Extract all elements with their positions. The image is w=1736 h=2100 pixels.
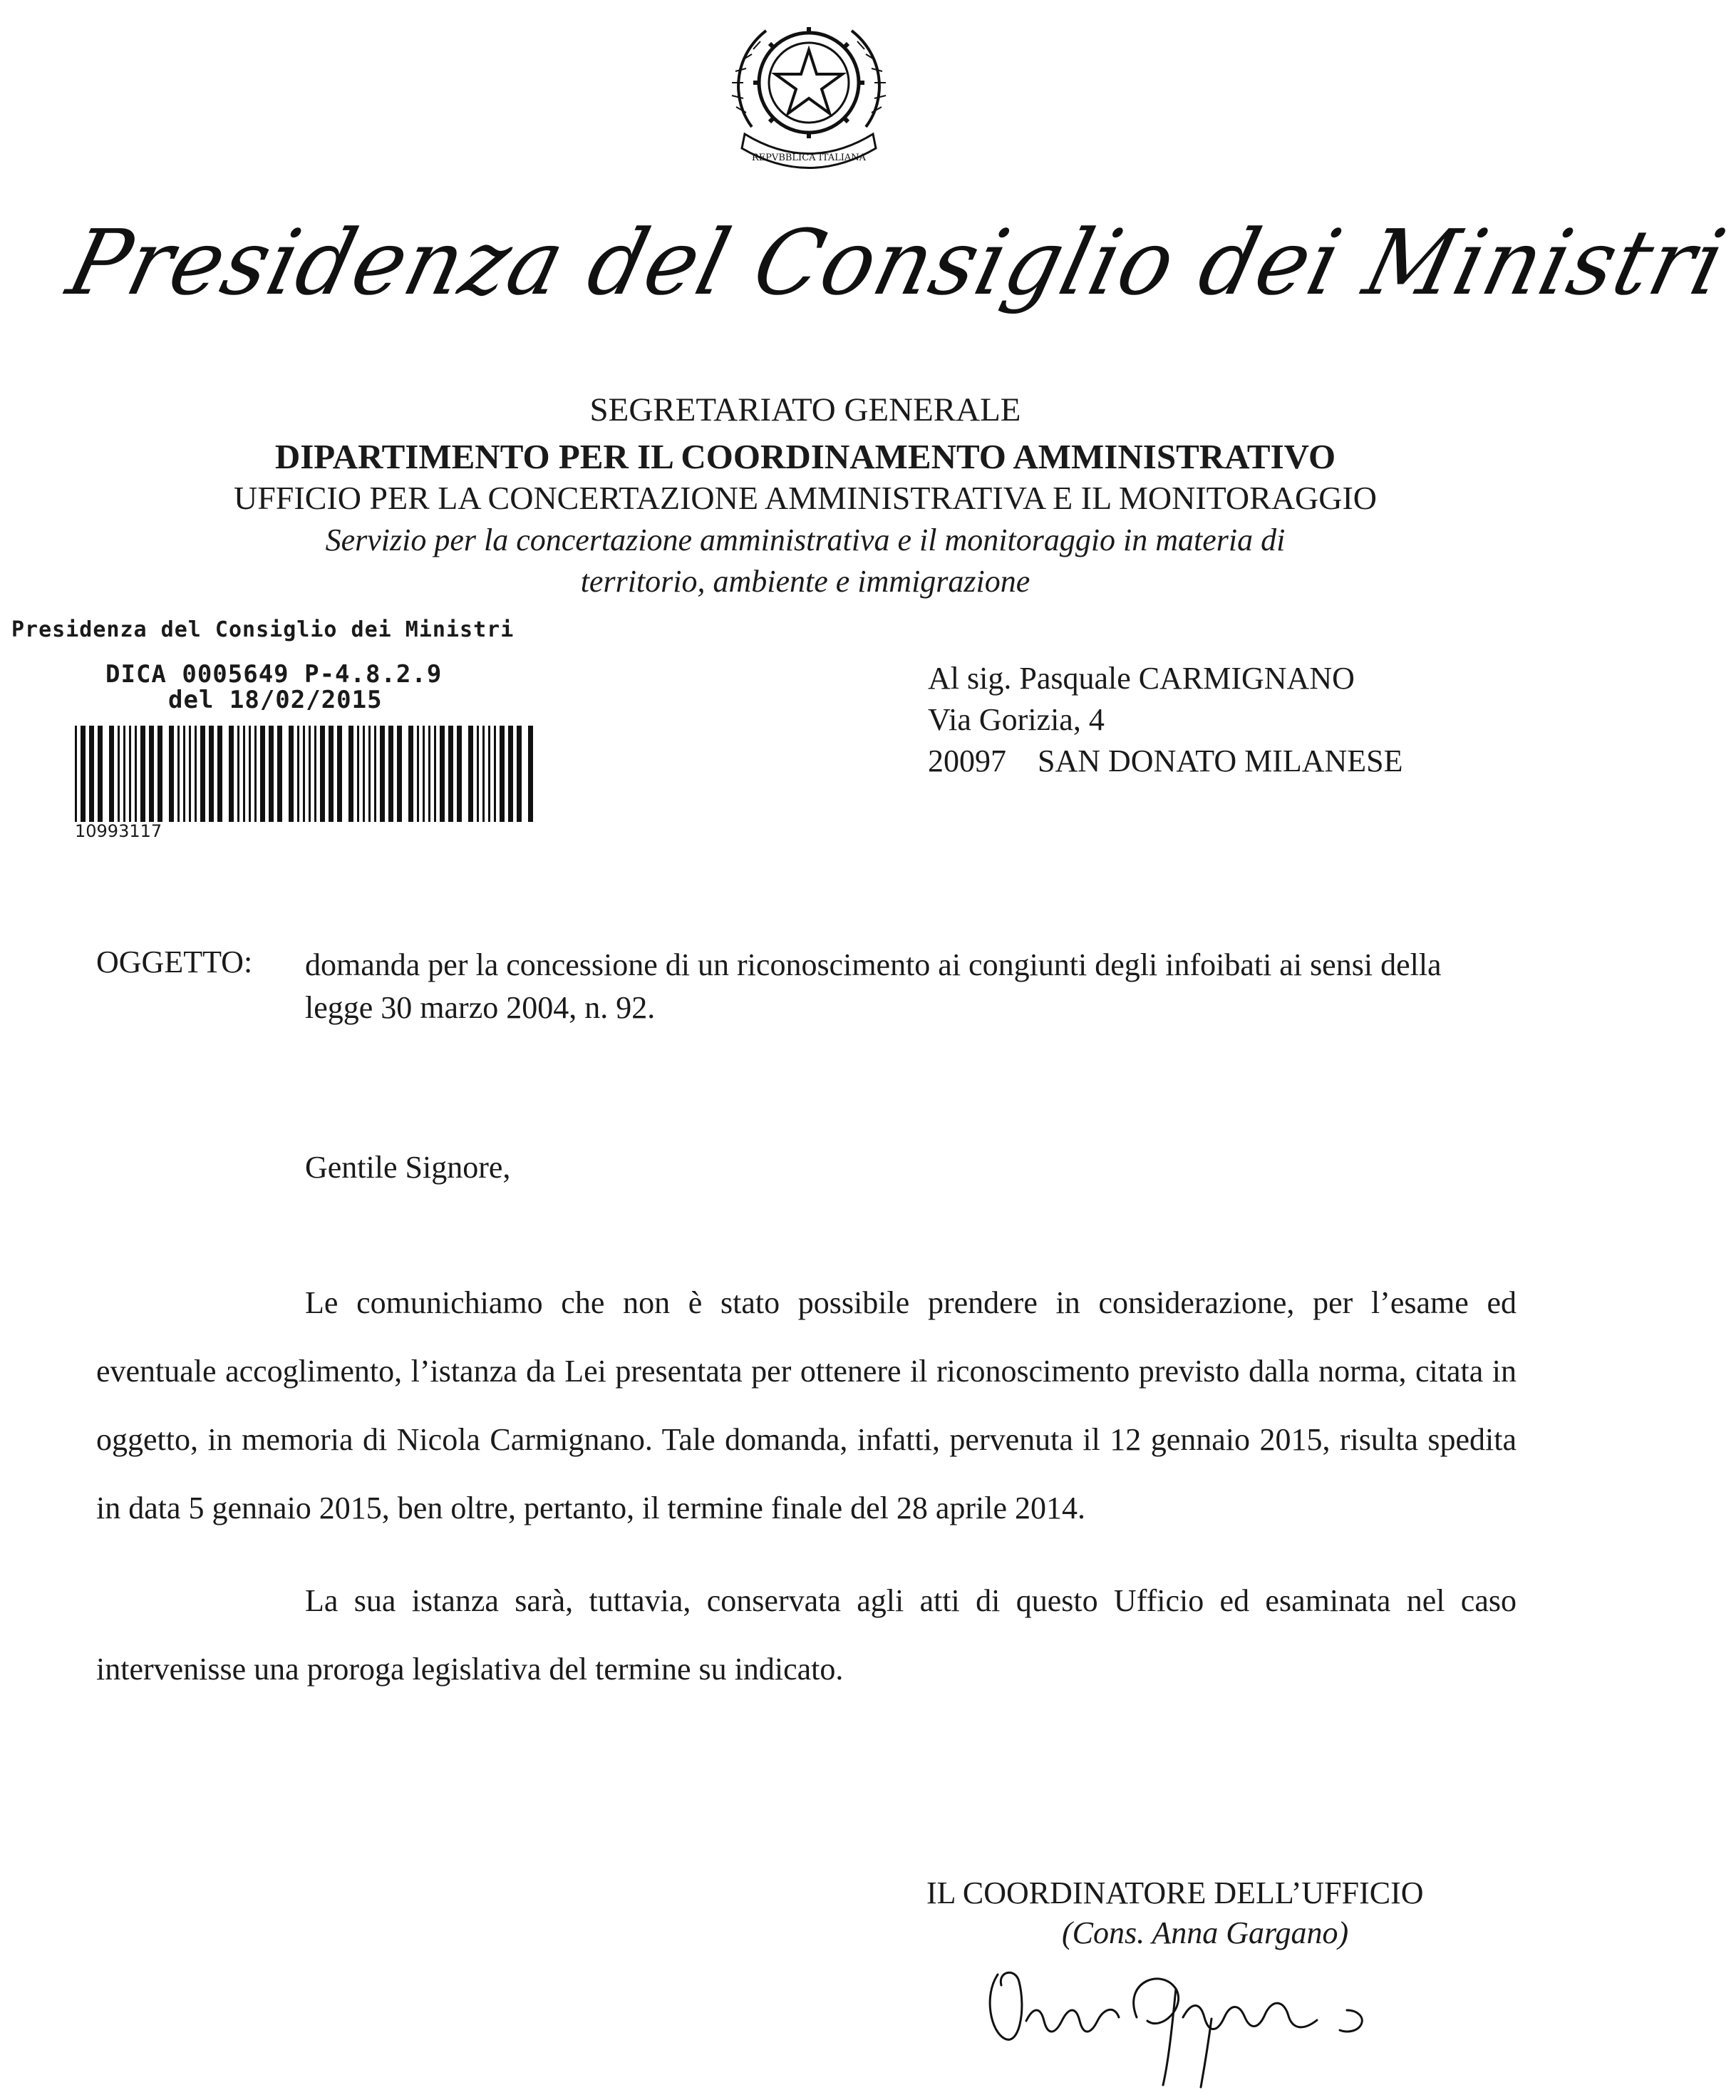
- barcode-bar: [229, 726, 234, 822]
- barcode-bar: [217, 726, 222, 822]
- barcode-bar: [169, 726, 174, 822]
- department-line: DIPARTIMENTO PER IL COORDINAMENTO AMMINISTRATIVO: [274, 437, 1336, 476]
- recipient-name: Al sig. Pasquale CARMIGNANO: [928, 661, 1355, 696]
- barcode-bar: [237, 726, 239, 822]
- signatory-title: IL COORDINATORE DELL’UFFICIO: [926, 1875, 1424, 1910]
- barcode-bar: [448, 726, 453, 822]
- recipient-street: Via Gorizia, 4: [928, 702, 1105, 737]
- barcode-bar: [129, 726, 131, 822]
- barcode-bar: [277, 726, 282, 822]
- barcode-bar: [388, 726, 393, 822]
- barcode-bar: [140, 726, 145, 822]
- service-line-2: territorio, ambiente e immigrazione: [580, 564, 1030, 599]
- barcode-bar: [109, 726, 114, 822]
- barcode-bar: [374, 726, 376, 822]
- barcode-bar: [75, 726, 77, 822]
- barcode-bar: [494, 726, 496, 822]
- barcode-bar: [434, 726, 436, 822]
- barcode-bar: [249, 726, 251, 822]
- barcode-bar: [528, 726, 533, 822]
- barcode-bar: [380, 726, 385, 822]
- signatory-name: (Cons. Anna Gargano): [1062, 1915, 1349, 1950]
- service-line-1: Servizio per la concertazione amministrativa e il monitoraggio in materia di: [325, 523, 1286, 557]
- barcode-bar: [363, 726, 365, 822]
- subject-label: OGGETTO:: [96, 945, 253, 979]
- barcode-bar: [408, 726, 413, 822]
- protocol-date: del 18/02/2015: [168, 686, 383, 714]
- barcode-bar: [477, 726, 479, 822]
- barcode-bar: [189, 726, 191, 822]
- barcode-bar: [123, 726, 125, 822]
- protocol-barcode: [75, 726, 535, 822]
- barcode-bar: [254, 726, 257, 822]
- barcode-bar: [337, 726, 342, 822]
- barcode-bar: [517, 726, 522, 822]
- barcode-bar: [357, 726, 359, 822]
- barcode-bar: [195, 726, 197, 822]
- barcode-bar: [157, 726, 162, 822]
- barcode-bar: [269, 726, 274, 822]
- recipient-city: SAN DONATO MILANESE: [1038, 743, 1403, 778]
- body-paragraph-2: [96, 1567, 1517, 1704]
- barcode-bar: [135, 726, 137, 822]
- barcode-bar: [320, 726, 325, 822]
- office-line: UFFICIO PER LA CONCERTAZIONE AMMINISTRATIVA E IL MONITORAGGIO: [233, 480, 1378, 516]
- barcode-bar: [423, 726, 425, 822]
- barcode-bar: [89, 726, 94, 822]
- republic-emblem-icon: [723, 6, 894, 177]
- handwritten-signature: [976, 1953, 1375, 2089]
- greeting: Gentile Signore,: [305, 1150, 511, 1185]
- protocol-code: DICA 0005649 P-4.8.2.9: [105, 660, 443, 689]
- barcode-bar: [397, 726, 402, 822]
- barcode-bar: [309, 726, 311, 822]
- barcode-bar: [440, 726, 445, 822]
- barcode-bar: [368, 726, 371, 822]
- barcode-bar: [118, 726, 120, 822]
- barcode-bar: [314, 726, 316, 822]
- barcode-bar: [488, 726, 490, 822]
- svg-text:REPVBBLICA ITALIANA: REPVBBLICA ITALIANA: [751, 153, 867, 163]
- recipient-postal-code: 20097: [928, 743, 1006, 778]
- barcode-bar: [508, 726, 513, 822]
- barcode-bar: [303, 726, 305, 822]
- barcode-bar: [200, 726, 205, 822]
- barcode-number: 10993117: [75, 821, 162, 841]
- barcode-bar: [500, 726, 505, 822]
- barcode-bar: [468, 726, 473, 822]
- body-paragraph-2-text: La sua istanza sarà, tuttavia, conservata agli atti di questo Ufficio ed esaminata nel caso intervenisse una proroga legislativa del termine su indicato.: [96, 1583, 1517, 1687]
- body-paragraph-1: [96, 1269, 1517, 1543]
- barcode-bar: [209, 726, 214, 822]
- barcode-bar: [149, 726, 154, 822]
- barcode-bar: [177, 726, 180, 822]
- recipient-city-line: [928, 743, 1403, 779]
- barcode-bar: [348, 726, 353, 822]
- barcode-bar: [81, 726, 86, 822]
- protocol-organization: Presidenza del Consiglio dei Ministri: [11, 617, 515, 642]
- subject-text: domanda per la concessione di un riconoscimento ai congiunti degli infoibati ai sensi della legge 30 marzo 2004, n. 92.: [305, 947, 1442, 1025]
- barcode-bar: [289, 726, 294, 822]
- body-paragraph-1-text: Le comunichiamo che non è stato possibile prendere in considerazione, per l’esame ed eventuale accoglimento, l’istanza da Lei presentata per ottenere il riconoscimento previsto dalla norma, citata in oggetto, in memoria di Nicola Carmignano. Tale domanda, infatti, pervenuta il 12 gennaio 2015, risulta spedita in data 5 gennaio 2015, ben oltre, pertanto, il termine finale del 28 aprile 2014.: [96, 1285, 1517, 1525]
- secretariat-line: SEGRETARIATO GENERALE: [589, 391, 1021, 428]
- barcode-bar: [297, 726, 299, 822]
- barcode-bar: [457, 726, 462, 822]
- svg-text:Anna Gargano: Anna Gargano: [976, 1953, 981, 1954]
- barcode-bar: [428, 726, 430, 822]
- barcode-bar: [329, 726, 334, 822]
- barcode-bar: [98, 726, 103, 822]
- barcode-bar: [482, 726, 485, 822]
- barcode-bar: [417, 726, 419, 822]
- barcode-bar: [260, 726, 265, 822]
- barcode-bar: [183, 726, 185, 822]
- barcode-bar: [243, 726, 245, 822]
- institution-script-title: Presidenza del Consiglio dei Ministri: [58, 211, 1736, 316]
